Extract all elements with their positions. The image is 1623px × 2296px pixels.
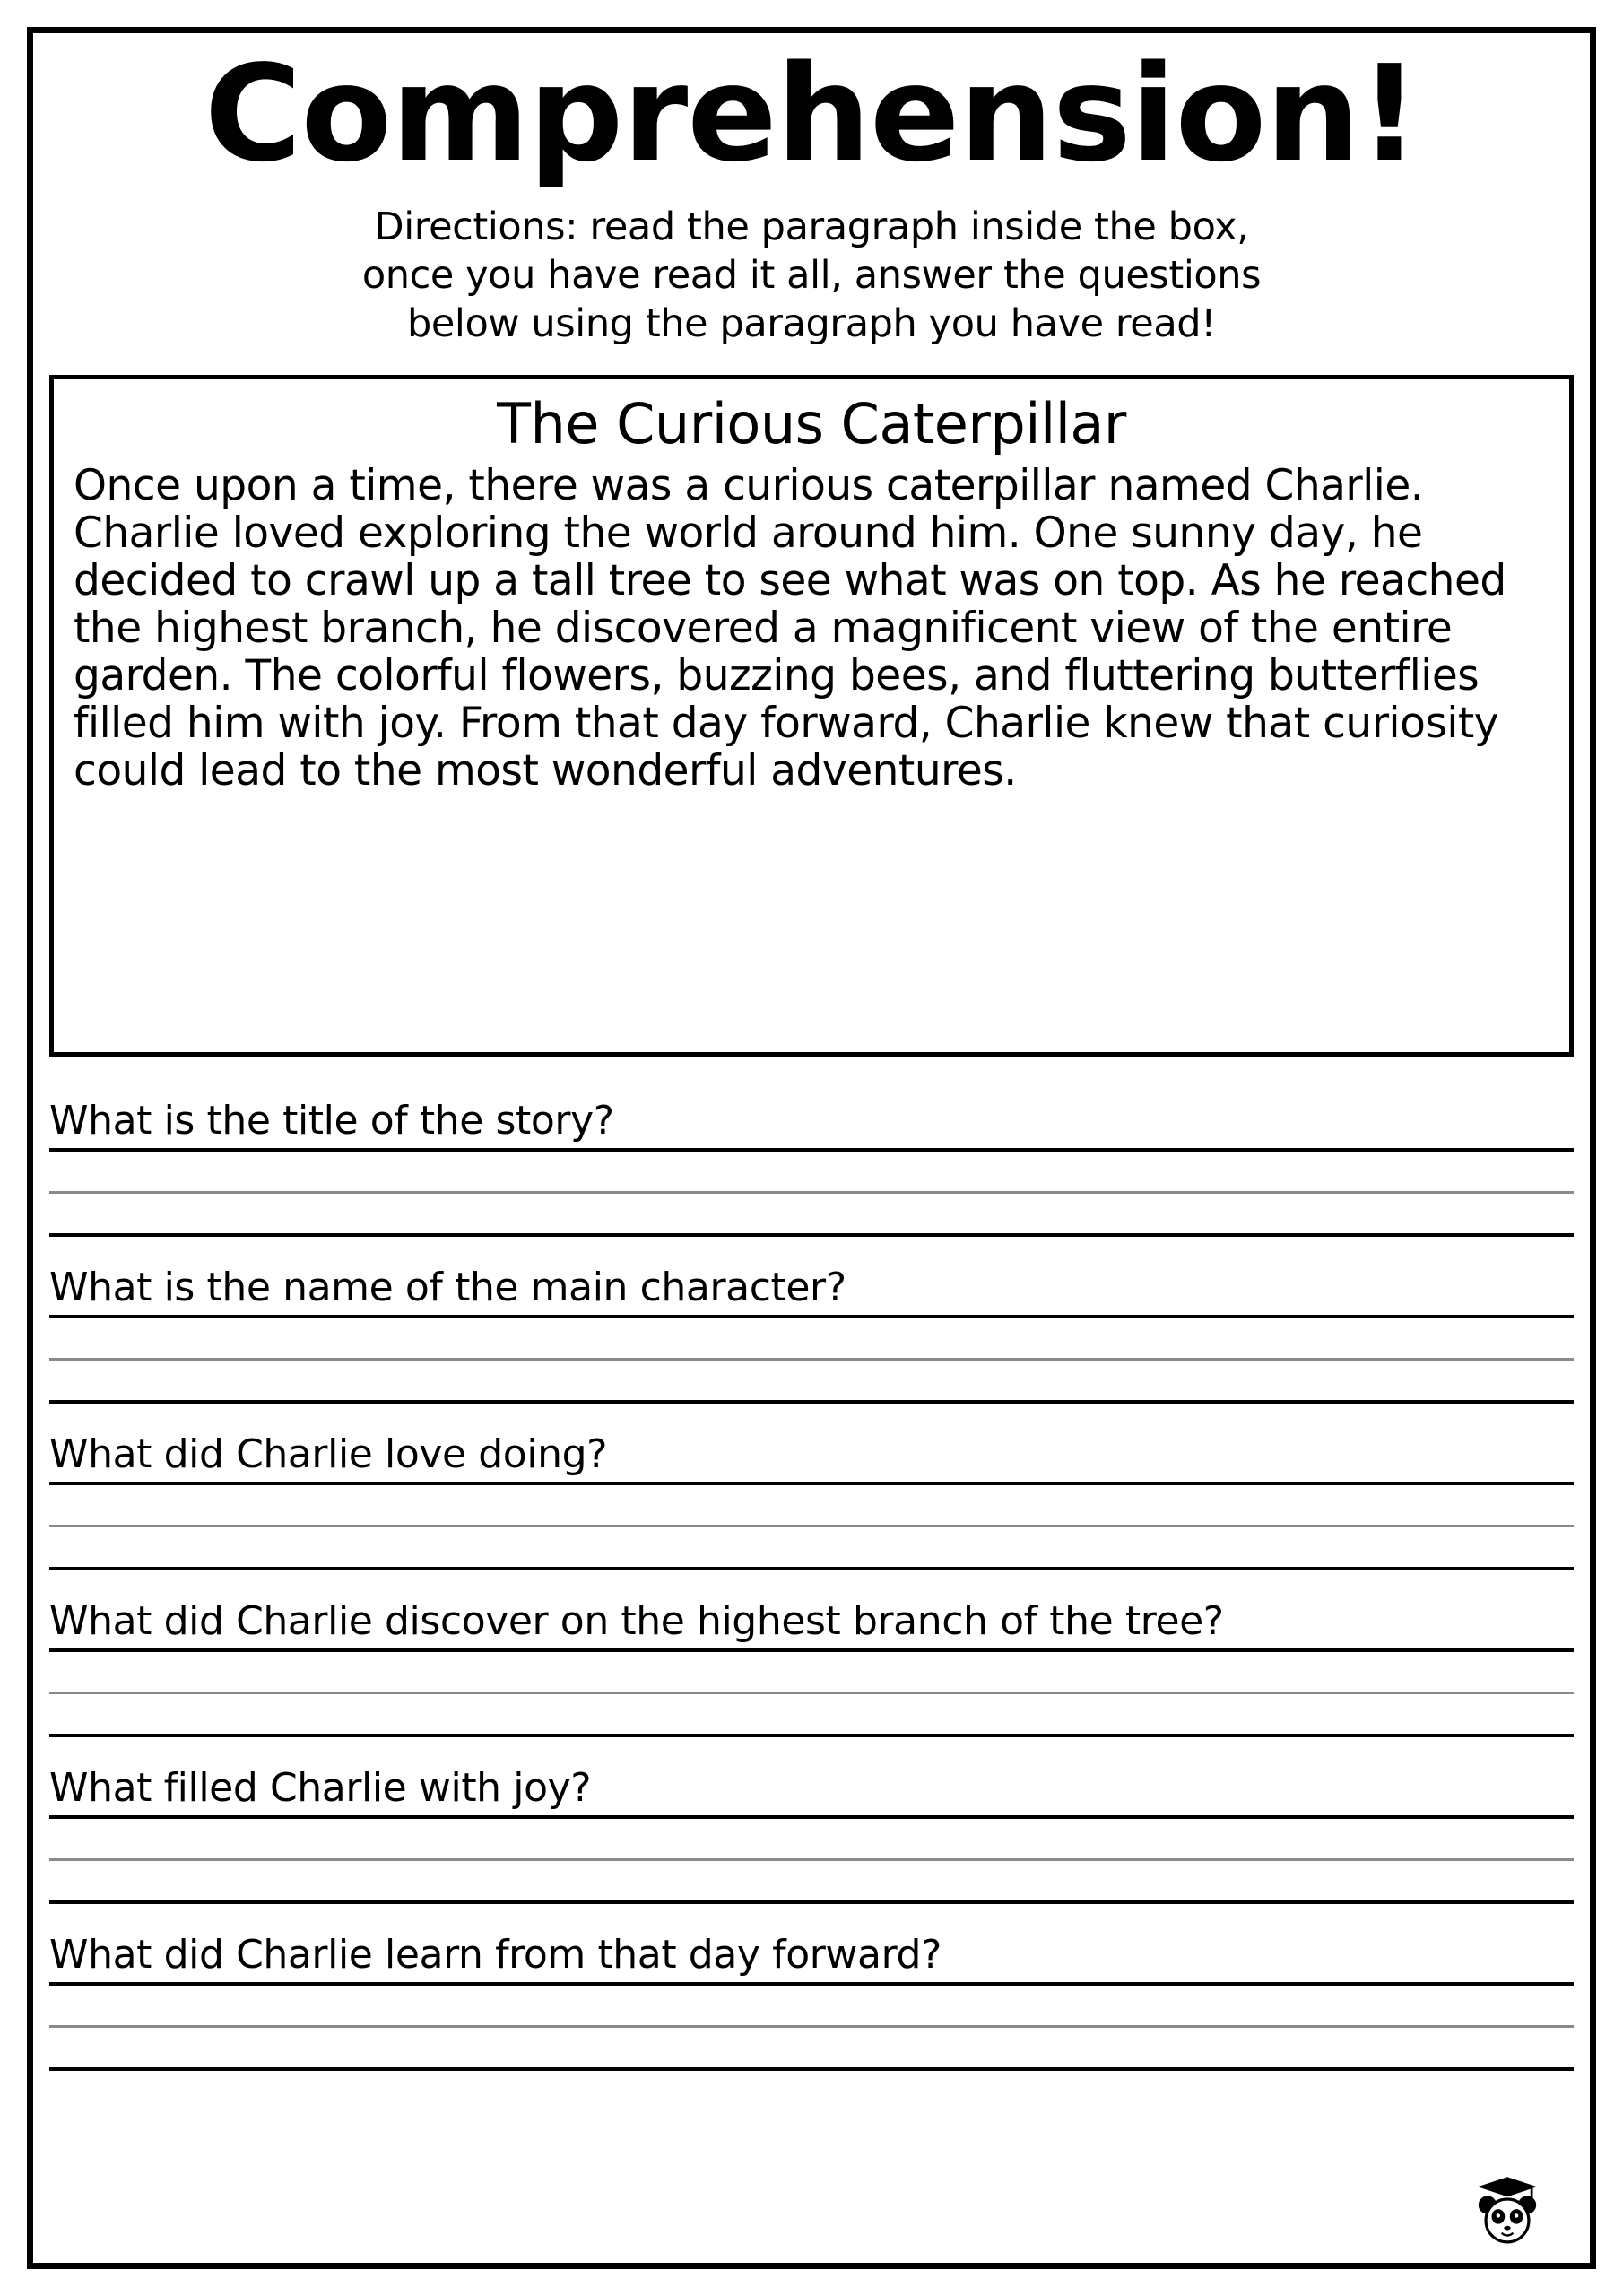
panda-graduate-logo-icon [1466,2169,1549,2251]
question-line [49,1932,1574,1986]
directions-line-2: once you have read it all, answer the questions [361,252,1262,298]
answer-line-thin[interactable] [49,1652,1574,1694]
page-title: Comprehension! [204,37,1419,191]
questions-list [49,1098,1574,2071]
question-text: What did Charlie discover on the highest branch of the tree? [49,1598,1224,1645]
passage-text: Once upon a time, there was a curious caterpillar named Charlie. Charlie loved exploring the world around him. One sunny day, he decided to crawl up a tall tree to see what was on top. As he reached the highest branch, he discovered a magnificent view of the entire garden. The colorful flowers, buzzing bees, and fluttering butterflies filled him with joy. From that day forward, Charlie knew that curiosity could lead to the most wonderful adventures. [74,460,1506,796]
question-block [49,1932,1574,2071]
question-line [49,1098,1574,1152]
question-block [49,1265,1574,1404]
answer-line-thick[interactable] [49,1527,1574,1570]
question-text: What is the title of the story? [49,1098,614,1144]
answer-line-thick[interactable] [49,2028,1574,2071]
answer-line-thin[interactable] [49,1986,1574,2028]
answer-line-thick[interactable] [49,1194,1574,1237]
question-line [49,1431,1574,1485]
question-block [49,1431,1574,1570]
question-line [49,1265,1574,1318]
directions-line-1: Directions: read the paragraph inside the box, [374,204,1249,249]
worksheet-content [49,37,1574,2260]
question-text: What did Charlie learn from that day forward? [49,1932,942,1979]
question-text: What is the name of the main character? [49,1265,846,1311]
answer-line-thin[interactable] [49,1819,1574,1861]
directions-text [49,204,1574,348]
question-line [49,1765,1574,1819]
directions-line-3: below using the paragraph you have read! [406,300,1217,346]
passage-title: The Curious Caterpillar [497,391,1126,457]
passage-box [49,375,1574,1057]
question-line [49,1598,1574,1652]
answer-line-thick[interactable] [49,1361,1574,1404]
answer-line-thin[interactable] [49,1485,1574,1527]
question-block [49,1765,1574,1904]
answer-line-thick[interactable] [49,1861,1574,1904]
question-block [49,1098,1574,1237]
question-text: What did Charlie love doing? [49,1431,608,1478]
answer-line-thin[interactable] [49,1318,1574,1361]
question-block [49,1598,1574,1737]
answer-line-thin[interactable] [49,1152,1574,1194]
question-text: What filled Charlie with joy? [49,1765,592,1812]
answer-line-thick[interactable] [49,1694,1574,1737]
